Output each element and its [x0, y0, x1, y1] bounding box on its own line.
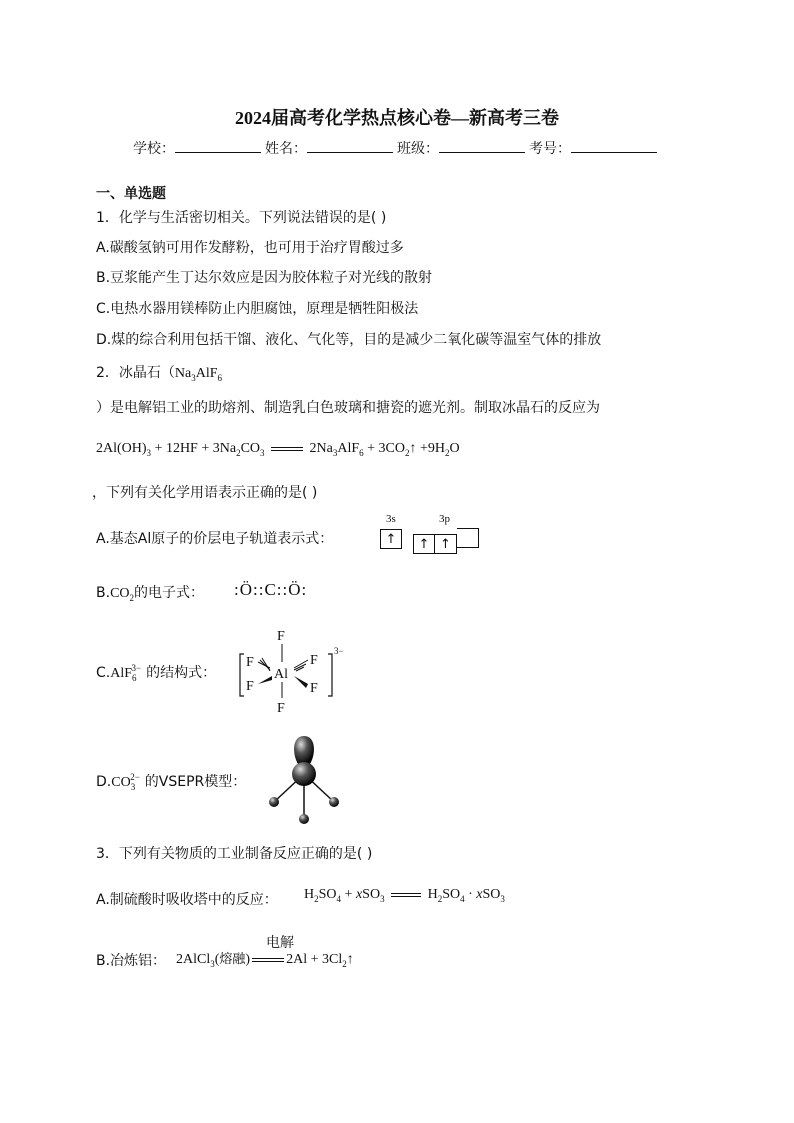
q2-stem-end: ，下列有关化学用语表示正确的是( ) [92, 485, 318, 501]
q3-option-b: B.冶炼铝： [96, 953, 167, 969]
alf6-charge: 3− [334, 646, 344, 656]
name-blank[interactable] [307, 140, 393, 153]
q1-option-b: B.豆浆能产生丁达尔效应是因为胶体粒子对光线的散射 [96, 270, 433, 286]
q2-reaction-equation: $2Al(OH)_3 + 12HF + 3Na_2CO_3$ $2Na_3AlF_6$ + $3CO_2↑ +9H_2O$ [96, 441, 460, 458]
school-label: 学校： [133, 141, 175, 157]
class-label: 班级： [397, 141, 439, 157]
school-blank[interactable] [175, 140, 261, 153]
ligand-left [269, 797, 279, 807]
ligand-right [329, 797, 339, 807]
q3-option-b-condition: 电解 [266, 935, 294, 951]
q2-option-c [96, 662, 216, 683]
aluminum-center: Al [274, 667, 288, 682]
q2-option-c-suffix: 的结构式： [146, 665, 217, 681]
q1-stem: 1．化学与生活密切相关。下列说法错误的是( ) [96, 210, 387, 226]
exam-no-blank[interactable] [571, 140, 657, 153]
q2-option-b-suffix: 的电子式： [134, 585, 205, 601]
formula-sub-3: 3 [191, 372, 196, 383]
fluorine-top: F [277, 629, 285, 644]
fluorine-upper-right: F [310, 653, 318, 668]
co2-formula: $CO_2$ [110, 586, 135, 603]
formula-alf: AlF [195, 366, 218, 381]
co3-ion-formula: $CO_3^{2-}$ [111, 772, 140, 792]
q1-option-d: D.煤的综合利用包括干馏、液化、气化等，目的是减少二氧化碳等温室气体的排放 [96, 332, 602, 348]
page-title: 2024届高考化学热点核心卷—新高考三卷 [235, 108, 559, 128]
q2-stem-start [96, 362, 222, 383]
formula-sub-6: 6 [217, 372, 223, 383]
fluorine-upper-left: F [246, 655, 254, 670]
q3-stem: 3．下列有关物质的工业制备反应正确的是( ) [96, 846, 373, 862]
class-blank[interactable] [439, 140, 525, 153]
name-label: 姓名： [265, 141, 307, 157]
section-heading: 一、单选题 [96, 186, 166, 202]
q2-option-d [96, 771, 246, 792]
co2-electron-formula: :Ö::C::Ö: [234, 580, 308, 599]
q3-option-a: A.制硫酸时吸收塔中的反应： [96, 892, 278, 908]
q1-option-c: C.电热水器用镁棒防止内胆腐蚀，原理是牺牲阳极法 [96, 301, 419, 317]
bond-upper-right [294, 660, 308, 671]
ligand-bottom [299, 814, 309, 824]
orbital-3s-cell: ↑ [380, 529, 402, 549]
student-info-row [0, 138, 794, 158]
fluorine-lower-left: F [246, 679, 254, 694]
orbital-label-3s: 3s [386, 513, 396, 525]
orbital-3p-boxes [413, 528, 479, 554]
orbital-3s-box [380, 528, 402, 549]
q3-option-b-equation: 2AlCl$_3$(熔融) $2Al + 3Cl_2↑$ [176, 952, 354, 969]
right-bracket [328, 654, 332, 696]
q3-option-a-equation: $H_2SO_4 + xSO_3$ $H_2SO_4 \cdot xSO_3$ [304, 887, 505, 904]
q2-option-a: A.基态Al原子的价层电子轨道表示式： [96, 531, 334, 547]
q2-option-b [96, 582, 204, 603]
orbital-3p-cell-1: ↑ [413, 534, 435, 554]
cryolite-formula [175, 366, 222, 381]
q2-option-d-prefix: D. [96, 774, 112, 790]
q1-option-a: A.碳酸氢钠可用作发酵粉，也可用于治疗胃酸过多 [96, 240, 404, 256]
lone-pair-lobe [294, 736, 314, 764]
bond-lower-right [294, 676, 308, 688]
fluorine-bottom: F [277, 701, 285, 716]
orbital-label-3p: 3p [439, 513, 450, 525]
orbital-3p-cell-2: ↑ [435, 534, 457, 554]
central-atom [292, 762, 316, 786]
q2-stem-cont: ）是电解铝工业的助熔剂、制造乳白色玻璃和搪瓷的遮光剂。制取冰晶石的反应为 [96, 400, 600, 416]
q2-stem-start-text: 2．冰晶石（ [96, 365, 175, 381]
q2-option-c-prefix: C. [96, 665, 111, 681]
alf6-ion-formula: AlF$_6^{3-}$ [110, 663, 142, 683]
vsepr-model-diagram [262, 732, 346, 826]
formula-na: Na [174, 366, 192, 381]
bond-lower-left [258, 676, 272, 684]
q2-option-b-prefix: B. [96, 585, 111, 601]
orbital-3p-cell-3 [457, 528, 479, 548]
q2-option-d-suffix: 的VSEPR模型： [144, 774, 247, 790]
left-bracket [240, 654, 244, 696]
bond-upper-left [258, 658, 270, 671]
alf6-structure-diagram [232, 624, 352, 720]
exam-no-label: 考号： [529, 141, 571, 157]
fluorine-lower-right: F [310, 681, 318, 696]
